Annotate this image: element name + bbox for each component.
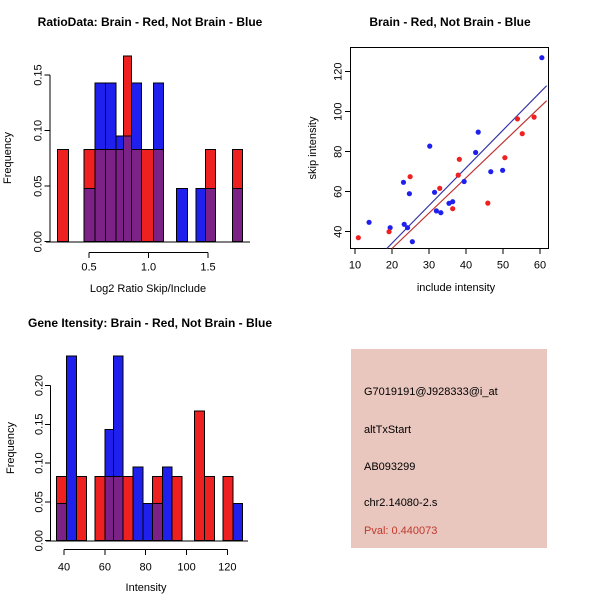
- x-tick-label: 0.5: [81, 261, 97, 274]
- ratio-histogram-ylabel: Frequency: [2, 132, 14, 184]
- scatter-xlabel: include intensity: [416, 282, 496, 294]
- plot-box: [351, 48, 549, 249]
- hist-bar-segment: [84, 149, 95, 188]
- scatter-point-red: [520, 131, 525, 136]
- x-tick-label: 40: [459, 259, 473, 272]
- scatter-point-red: [356, 235, 361, 240]
- gene-histogram-ylabel: Frequency: [5, 422, 17, 474]
- hist-bar-segment: [172, 476, 182, 540]
- hist-bar-segment: [105, 83, 116, 150]
- hist-bar-segment: [233, 149, 243, 188]
- hist-bar-segment: [57, 476, 67, 503]
- hist-bar-segment: [153, 83, 163, 150]
- hist-bar-segment: [84, 188, 95, 241]
- scatter-point-blue: [407, 191, 412, 196]
- x-tick-label: 60: [98, 561, 111, 574]
- hist-bar-segment: [123, 136, 131, 242]
- x-tick-label: 40: [57, 561, 71, 574]
- scatter-point-blue: [427, 144, 432, 149]
- y-tick-label: 0.00: [33, 529, 46, 552]
- hist-bar-segment: [95, 149, 105, 241]
- scatter-point-red: [450, 206, 455, 211]
- ratio-histogram-title: RatioData: Brain - Red, Not Brain - Blue: [37, 15, 263, 29]
- hist-bar-segment: [162, 467, 171, 541]
- x-tick-label: 100: [177, 561, 196, 574]
- scatter-point-red: [531, 115, 536, 120]
- gene-histogram-title: Gene Itensity: Brain - Red, Not Brain - Blue: [27, 316, 273, 330]
- y-tick-label: 120: [332, 62, 345, 81]
- event-type-text: altTxStart: [364, 424, 412, 436]
- hist-bar-segment: [233, 503, 242, 540]
- scatter-point-red: [457, 157, 462, 162]
- scatter-title: Brain - Red, Not Brain - Blue: [369, 15, 531, 29]
- y-tick-label: 0.05: [33, 491, 46, 513]
- hist-bar-segment: [105, 149, 116, 241]
- scatter-point-blue: [366, 220, 371, 225]
- y-tick-label: 0.15: [33, 413, 46, 435]
- accession-text: AB093299: [364, 461, 416, 473]
- hist-bar-segment: [205, 149, 215, 188]
- hist-bar-segment: [123, 56, 131, 136]
- hist-bar-segment: [95, 476, 105, 540]
- x-tick-label: 1.5: [200, 261, 216, 274]
- scatter-point-red: [456, 173, 461, 178]
- x-tick-label: 50: [496, 259, 510, 272]
- x-tick-label: 80: [139, 561, 152, 574]
- y-tick-label: 0.10: [32, 119, 45, 142]
- hist-bar-segment: [142, 149, 154, 241]
- y-tick-label: 0.00: [32, 230, 45, 253]
- scatter-point-blue: [500, 168, 505, 173]
- scatter-point-blue: [462, 179, 467, 184]
- scatter-point-red: [386, 229, 391, 234]
- scatter-point-blue: [450, 199, 455, 204]
- scatter-point-blue: [410, 239, 415, 244]
- y-tick-label: 0.10: [33, 452, 46, 474]
- x-tick-label: 30: [422, 259, 436, 272]
- scatter-point-blue: [401, 180, 406, 185]
- x-tick-label: 20: [385, 259, 399, 272]
- hist-bar-segment: [196, 188, 205, 241]
- x-tick-label: 120: [218, 561, 237, 574]
- hist-bar-segment: [57, 503, 67, 540]
- scatter-point-red: [502, 155, 507, 160]
- hist-bar-segment: [194, 411, 204, 541]
- y-tick-label: 0.15: [32, 64, 45, 86]
- hist-bar-segment: [152, 476, 162, 503]
- y-tick-label: 60: [332, 185, 345, 198]
- y-tick-label: 0.20: [33, 374, 46, 397]
- x-tick-label: 10: [348, 259, 362, 272]
- hist-bar-segment: [116, 136, 123, 149]
- hist-bar-segment: [233, 188, 243, 241]
- scatter-point-red: [437, 186, 442, 191]
- scatter-point-red: [485, 201, 490, 206]
- scatter-point-blue: [539, 55, 544, 60]
- hist-bar-segment: [205, 188, 215, 241]
- hist-bar-segment: [116, 149, 123, 241]
- x-tick-label: 1.0: [140, 261, 157, 274]
- ratio-histogram-xlabel: Log2 Ratio Skip/Include: [89, 283, 207, 295]
- scatter-point-blue: [476, 130, 481, 135]
- y-tick-label: 80: [332, 145, 345, 158]
- y-tick-label: 40: [332, 225, 345, 238]
- scatter-point-blue: [434, 208, 439, 213]
- y-tick-label: 0.05: [32, 175, 45, 197]
- hist-bar-segment: [113, 476, 122, 540]
- hist-bar-segment: [132, 83, 142, 150]
- red-regression-line: [392, 101, 547, 249]
- scatter-point-blue: [438, 210, 443, 215]
- scatter-point-blue: [473, 150, 478, 155]
- hist-bar-segment: [77, 476, 87, 540]
- hist-bar-segment: [143, 503, 153, 540]
- location-text: chr2.14080-2.s: [364, 497, 438, 509]
- hist-bar-segment: [223, 476, 233, 540]
- scatter-point-blue: [488, 169, 493, 174]
- hist-bar-segment: [177, 188, 188, 241]
- hist-bar-segment: [58, 149, 69, 241]
- hist-bar-segment: [123, 476, 133, 540]
- scatter-point-red: [515, 116, 520, 121]
- hist-bar-segment: [133, 467, 143, 541]
- ratio-histogram-plot: [32, 56, 250, 273]
- pval-text: Pval: 0.440073: [364, 525, 438, 537]
- x-tick-label: 60: [533, 259, 547, 272]
- hist-bar-segment: [95, 83, 105, 150]
- scatter-point-blue: [405, 225, 410, 230]
- intensity-scatter-plot: [332, 48, 548, 272]
- y-tick-label: 100: [332, 102, 345, 121]
- scatter-point-blue: [432, 190, 437, 195]
- gene-intensity-histogram-plot: [33, 356, 248, 573]
- blue-regression-line: [387, 86, 547, 249]
- hist-bar-segment: [105, 476, 113, 540]
- probe-id-text: G7019191@J928333@i_at: [364, 386, 498, 398]
- hist-bar-segment: [105, 430, 113, 477]
- hist-bar-segment: [67, 356, 77, 541]
- hist-bar-segment: [153, 149, 163, 241]
- info-panel: [351, 349, 547, 548]
- hist-bar-segment: [132, 149, 142, 241]
- scatter-ylabel: skip intensity: [307, 116, 319, 180]
- gene-histogram-xlabel: Intensity: [125, 582, 167, 594]
- hist-bar-segment: [152, 503, 162, 540]
- hist-bar-segment: [204, 476, 214, 540]
- hist-bar-segment: [113, 356, 122, 476]
- scatter-point-red: [408, 174, 413, 179]
